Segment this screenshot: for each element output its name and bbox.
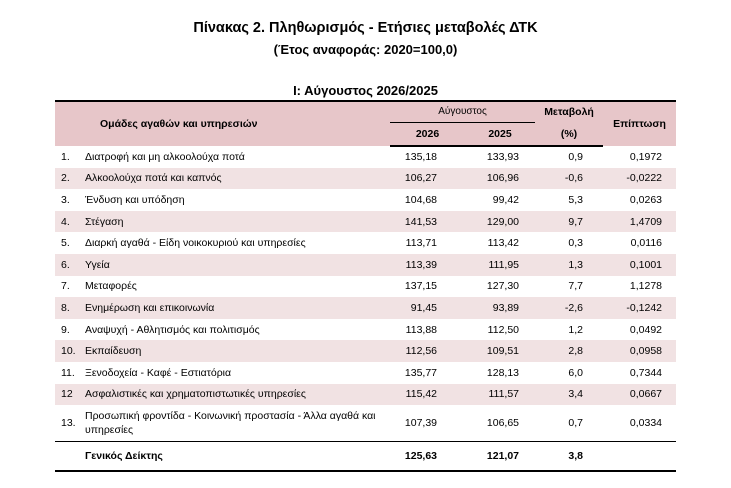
table-row	[55, 232, 676, 254]
row-impact: 1,4709	[603, 211, 676, 233]
row-group-name: Ενημέρωση και επικοινωνία	[85, 297, 390, 319]
row-impact: 0,0334	[629, 416, 663, 429]
header-change-unit: (%)	[535, 122, 603, 146]
row-number: 2.	[55, 168, 85, 190]
table-row	[55, 297, 676, 319]
row-impact: 0,0263	[629, 193, 663, 206]
table-row	[55, 211, 676, 233]
row-impact: 0,0492	[629, 323, 663, 336]
row-value-2026: 106,27	[390, 168, 465, 190]
row-value-2025: 93,89	[465, 297, 535, 319]
row-number: 10.	[55, 340, 85, 362]
row-impact: -0,1242	[603, 297, 676, 319]
row-value-2025: 99,42	[492, 193, 520, 206]
row-number: 11.	[61, 366, 75, 379]
row-number: 1.	[61, 150, 70, 163]
row-group-name: Ξενοδοχεία - Καφέ - Εστιατόρια	[85, 366, 232, 379]
row-number: 6.	[55, 254, 85, 276]
total-value-2025: 121,07	[465, 441, 535, 471]
row-value-2026: 113,88	[405, 323, 438, 336]
row-change: -0,6	[535, 168, 603, 190]
row-group-name: Προσωπική φροντίδα - Κοινωνική προστασία - Άλλα αγαθά και υπηρεσίες	[85, 409, 376, 436]
row-impact: 0,0667	[603, 384, 676, 406]
row-impact: 0,7344	[629, 366, 663, 379]
header-year-current: 2026	[390, 122, 465, 146]
row-change: 2,8	[535, 340, 603, 362]
table-row	[55, 405, 676, 441]
row-value-2025: 111,95	[465, 254, 535, 276]
row-value-2025: 113,42	[487, 237, 520, 250]
table-row	[55, 362, 676, 384]
row-change: 6,0	[568, 366, 584, 379]
row-impact: 0,1972	[629, 150, 663, 163]
row-impact: 0,0958	[603, 340, 676, 362]
row-value-2025: 106,65	[486, 416, 520, 429]
table-row	[55, 254, 676, 276]
row-number: 13.	[61, 416, 76, 429]
table-title: Πίνακας 2. Πληθωρισμός - Ετήσιες μεταβολές ΔΤΚ	[193, 20, 538, 36]
header-year-previous: 2025	[465, 122, 535, 146]
row-value-2025: 112,50	[487, 323, 520, 336]
row-value-2025: 106,96	[465, 168, 535, 190]
row-group-name: Ασφαλιστικές και χρηματοπιστωτικές υπηρεσίες	[85, 384, 390, 406]
row-value-2025: 109,51	[465, 340, 535, 362]
row-value-2025: 129,00	[465, 211, 535, 233]
row-value-2026: 115,42	[390, 384, 465, 406]
table-row	[55, 168, 676, 190]
header-impact: Επίπτωση	[603, 101, 676, 146]
row-number: 7.	[61, 280, 70, 293]
row-group-name: Διαρκή αγαθά - Είδη νοικοκυριού και υπηρεσίες	[85, 237, 306, 250]
total-row	[55, 441, 676, 471]
row-change: 3,4	[535, 384, 603, 406]
base-year-note: (Έτος αναφοράς: 2020=100,0)	[273, 42, 458, 57]
row-change: 9,7	[535, 211, 603, 233]
row-group-name: Διατροφή και μη αλκοολούχα ποτά	[85, 150, 245, 163]
row-number: 4.	[55, 211, 85, 233]
row-change: 1,3	[535, 254, 603, 276]
row-group-name: Αναψυχή - Αθλητισμός και πολιτισμός	[85, 323, 260, 336]
row-value-2026: 141,53	[390, 211, 465, 233]
row-number: 8.	[55, 297, 85, 319]
row-change: 7,7	[568, 280, 584, 293]
table-row	[55, 146, 676, 168]
table-row	[55, 276, 676, 298]
row-value-2025: 111,57	[465, 384, 535, 406]
inflation-table	[55, 100, 676, 472]
row-value-2025: 133,93	[486, 151, 520, 164]
row-value-2026: 135,18	[404, 151, 438, 164]
row-value-2026: 91,45	[390, 297, 465, 319]
row-change: 0,3	[568, 237, 584, 250]
row-value-2025: 128,13	[486, 366, 520, 379]
row-group-name: Υγεία	[85, 254, 390, 276]
table-row	[55, 319, 676, 341]
row-number: 5.	[61, 237, 70, 250]
row-group-name: Αλκοολούχα ποτά και καπνός	[85, 168, 390, 190]
row-value-2026: 135,77	[404, 366, 438, 379]
row-change: 0,9	[568, 151, 584, 164]
row-number: 3.	[61, 193, 70, 206]
row-impact: 0,0116	[630, 237, 663, 250]
row-group-name: Ένδυση και υπόδηση	[85, 193, 185, 206]
row-group-name: Εκπαίδευση	[85, 340, 390, 362]
row-change: 5,3	[568, 193, 584, 206]
row-value-2026: 104,68	[404, 193, 438, 206]
header-groups: Ομάδες αγαθών και υπηρεσιών	[55, 101, 390, 146]
row-impact: 1,1278	[629, 280, 663, 293]
header-change: Μεταβολή	[535, 101, 603, 122]
section-heading: Ι: Αύγουστος 2026/2025	[293, 83, 438, 98]
row-value-2026: 107,39	[404, 416, 438, 429]
row-value-2025: 127,30	[486, 280, 520, 293]
table-row	[55, 189, 676, 211]
row-value-2026: 137,15	[404, 280, 438, 293]
table-body	[55, 146, 676, 441]
total-change: 3,8	[535, 441, 603, 471]
row-number: 9.	[61, 323, 70, 336]
row-impact: 0,1001	[603, 254, 676, 276]
row-change: -2,6	[535, 297, 603, 319]
row-value-2026: 112,56	[390, 340, 465, 362]
row-group-name: Μεταφορές	[85, 280, 137, 293]
table-row	[55, 340, 676, 362]
header-period-group: Αύγουστος	[390, 101, 535, 122]
table-row	[55, 384, 676, 406]
header-row-top	[55, 101, 676, 122]
row-value-2026: 113,71	[405, 237, 438, 250]
row-change: 0,7	[568, 416, 584, 429]
row-change: 1,2	[568, 323, 584, 336]
total-value-2026: 125,63	[390, 441, 465, 471]
row-impact: -0,0222	[603, 168, 676, 190]
row-number: 12	[55, 384, 85, 406]
total-label: Γενικός Δείκτης	[85, 441, 390, 471]
row-group-name: Στέγαση	[85, 211, 390, 233]
row-value-2026: 113,39	[390, 254, 465, 276]
